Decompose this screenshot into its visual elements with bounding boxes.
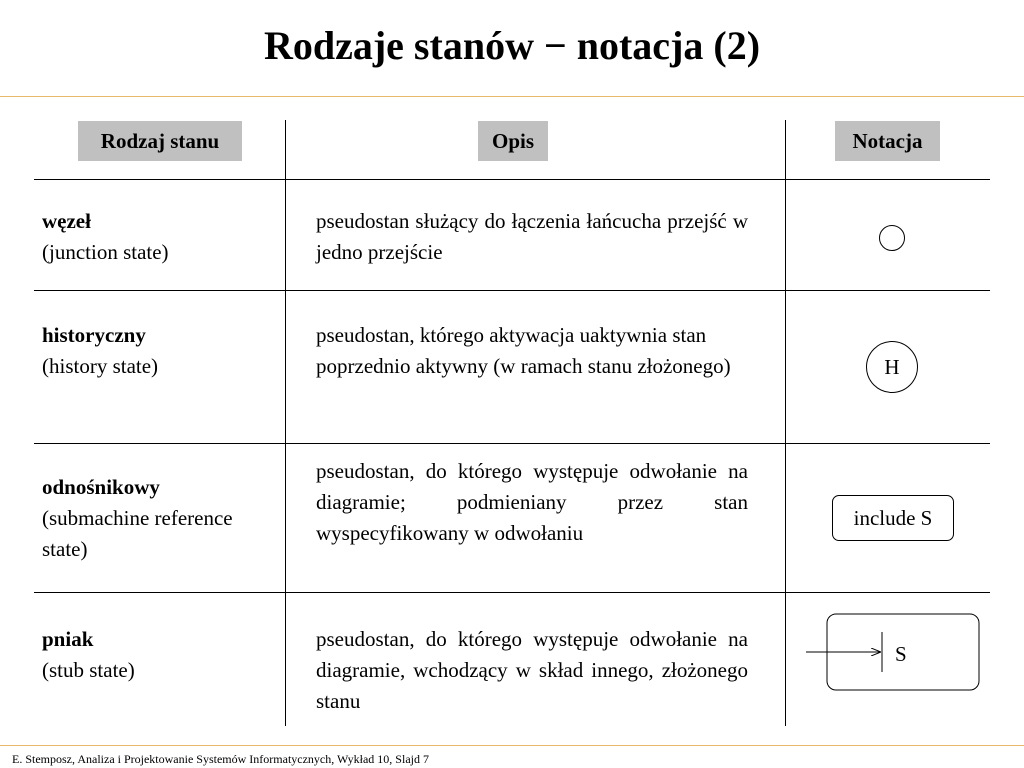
table-row-name bbox=[42, 320, 280, 382]
header-rodzaj-stanu: Rodzaj stanu bbox=[78, 121, 242, 161]
state-description: pseudostan służący do łączenia łańcucha przejść w jedno przejście bbox=[316, 209, 748, 264]
state-name: pniak bbox=[42, 627, 94, 651]
state-description: pseudostan, do którego występuje odwołanie na diagramie; podmieniany przez stan wyspecyfikowany w odwołaniu bbox=[316, 459, 748, 545]
state-english-name: (stub state) bbox=[42, 658, 135, 682]
column-divider bbox=[785, 120, 786, 726]
header-notacja: Notacja bbox=[835, 121, 940, 161]
table-row-name bbox=[42, 624, 280, 686]
row-divider bbox=[34, 179, 990, 180]
stub-state-symbol bbox=[800, 608, 984, 696]
row-divider bbox=[34, 592, 990, 593]
footer-divider bbox=[0, 745, 1024, 746]
column-divider bbox=[285, 120, 286, 726]
state-description: pseudostan, którego aktywacja uaktywnia stan poprzednio aktywny (w ramach stanu złożonego) bbox=[316, 323, 731, 378]
title-divider bbox=[0, 96, 1024, 97]
state-name: węzeł bbox=[42, 209, 91, 233]
submachine-state-symbol: include S bbox=[832, 495, 954, 541]
state-english-name: (junction state) bbox=[42, 240, 169, 264]
row-divider bbox=[34, 443, 990, 444]
table-row-name bbox=[42, 472, 280, 565]
state-description: pseudostan, do którego występuje odwołanie na diagramie, wchodzący w skład innego, złożonego stanu bbox=[316, 627, 748, 713]
slide-title: Rodzaje stanów − notacja (2) bbox=[263, 23, 761, 68]
state-english-name: (submachine reference state) bbox=[42, 506, 233, 561]
state-name: odnośnikowy bbox=[42, 475, 160, 499]
header-opis: Opis bbox=[478, 121, 548, 161]
stub-state-label: S bbox=[895, 642, 907, 666]
junction-circle-icon bbox=[879, 225, 905, 251]
row-divider bbox=[34, 290, 990, 291]
table-row-name bbox=[42, 206, 280, 268]
state-name: historyczny bbox=[42, 323, 146, 347]
state-english-name: (history state) bbox=[42, 354, 159, 378]
slide-footer: E. Stemposz, Analiza i Projektowanie Systemów Informatycznych, Wykład 10, Slajd 7 bbox=[12, 752, 429, 766]
history-state-symbol: H bbox=[866, 341, 918, 393]
